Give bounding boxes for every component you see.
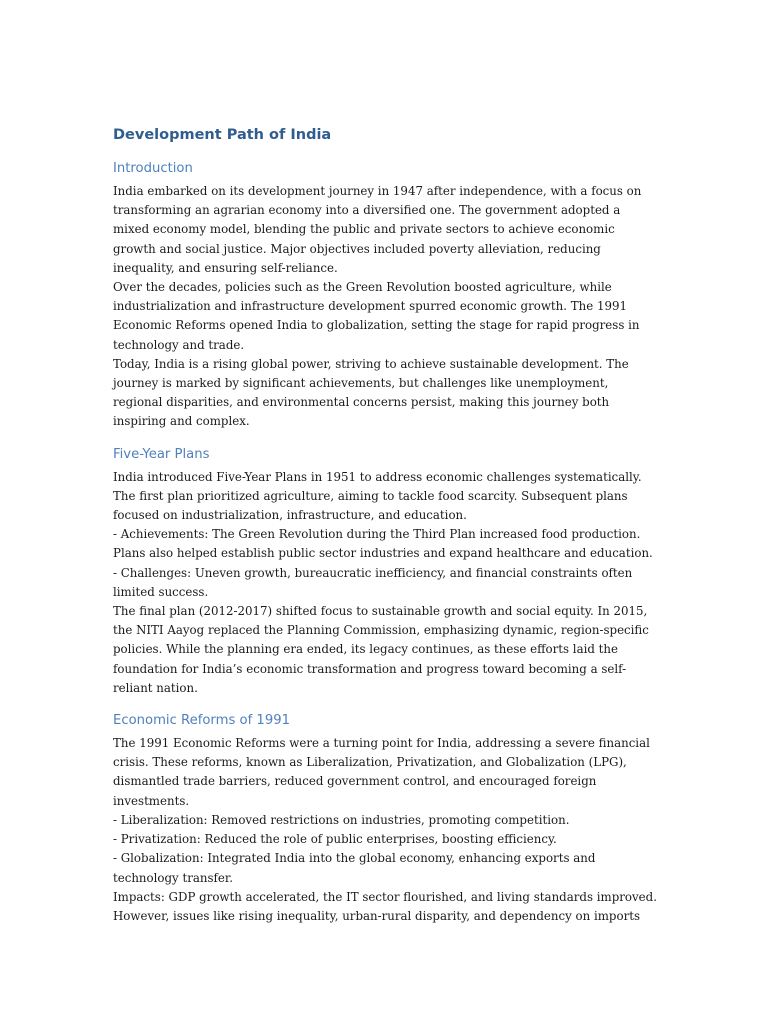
section-heading-economic-reforms: Economic Reforms of 1991 <box>113 713 290 729</box>
section-heading-introduction: Introduction <box>113 161 193 176</box>
paragraph: The 1991 Economic Reforms were a turning point for India, addressing a severe financial crisis. These reforms, known as Liberalization, Privatization, and Globalization (LPG), dismantled trade barriers, reduced government control, and encouraged foreign investments. <box>113 736 650 808</box>
paragraph: - Achievements: The Green Revolution during the Third Plan increased food production. Plans also helped establish public sector industries and expand healthcare and education. <box>113 527 653 561</box>
document-title: Development Path of India <box>113 127 332 143</box>
section-introduction <box>113 159 658 432</box>
section-economic-reforms <box>113 711 658 926</box>
section-heading-five-year-plans: Five-Year Plans <box>113 446 210 462</box>
paragraph: India embarked on its development journey in 1947 after independence, with a focus on transforming an agrarian economy into a diversified one. The government adopted a mixed economy model, blending the public and private sectors to achieve economic growth and social justice. Major objectives included poverty alleviation, reducing inequality, and ensuring self-reliance. <box>113 184 642 275</box>
paragraph: - Challenges: Uneven growth, bureaucratic inefficiency, and financial constraints often limited success. <box>113 565 633 599</box>
paragraph: Today, India is a rising global power, striving to achieve sustainable development. The journey is marked by significant achievements, but challenges like unemployment, regional disparities, and environmental concerns persist, making this journey both inspiring and complex. <box>113 356 629 429</box>
paragraph: - Liberalization: Removed restrictions on industries, promoting competition. <box>113 812 570 827</box>
paragraph: - Privatization: Reduced the role of public enterprises, boosting efficiency. <box>113 832 557 847</box>
section-five-year-plans <box>113 445 658 698</box>
paragraph: Over the decades, policies such as the Green Revolution boosted agriculture, while industrialization and infrastructure development spurred economic growth. The 1991 Economic Reforms opened India to globalization, setting the stage for rapid progress in technology and trade. <box>113 280 640 352</box>
document-page <box>113 124 658 939</box>
paragraph: The final plan (2012-2017) shifted focus to sustainable growth and social equity. In 2015, the NITI Aayog replaced the Planning Commission, emphasizing dynamic, region-specific policies. While the planning era ended, its legacy continues, as these efforts laid the foundation for India’s economic transformation and progress toward becoming a self-reliant nation. <box>113 604 649 695</box>
paragraph: Impacts: GDP growth accelerated, the IT sector flourished, and living standards improved. However, issues like rising inequality, urban-rural disparity, and dependency on imports <box>113 889 657 923</box>
paragraph: India introduced Five-Year Plans in 1951 to address economic challenges systematically. The first plan prioritized agriculture, aiming to tackle food scarcity. Subsequent plans focused on industrialization, infrastructure, and education. <box>113 469 642 523</box>
paragraph: - Globalization: Integrated India into the global economy, enhancing exports and technology transfer. <box>113 851 596 885</box>
